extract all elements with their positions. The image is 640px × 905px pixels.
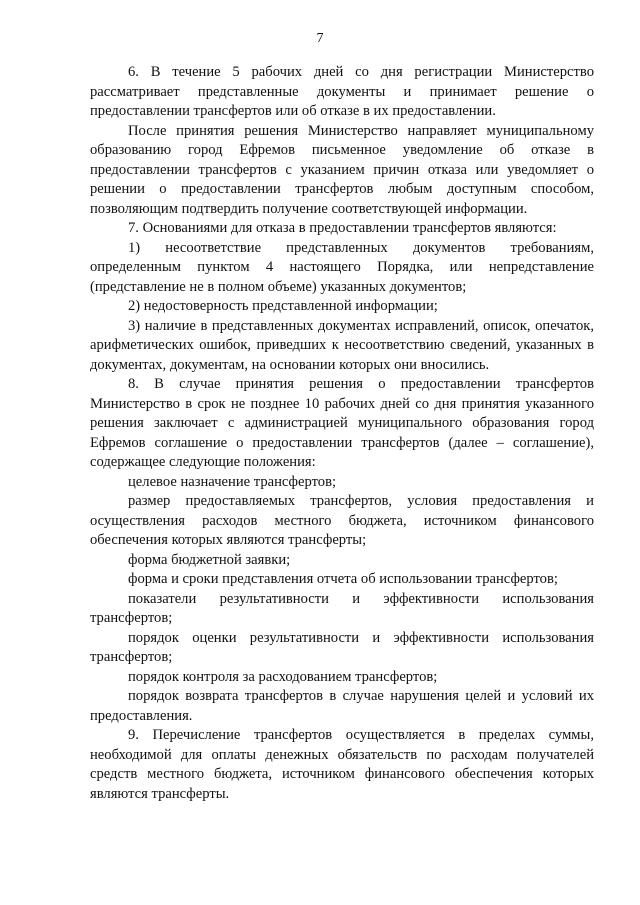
list-item-7-1: 1) несоответствие представленных документов требованиям, определенным пунктом 4 настоящего Порядка, или непредставление (представление не в полном объеме) указанных документов; [90,239,594,295]
paragraph-6: 6. В течение 5 рабочих дней со дня регистрации Министерство рассматривает представленные документы и принимает решение о предоставлении трансфертов или об отказе в их предоставлении. [90,64,594,119]
page-number: 7 [316,31,324,46]
document-body [90,63,594,804]
paragraph-8: 8. В случае принятия решения о предоставлении трансфертов Министерство в срок не позднее 10 рабочих дней со дня принятия указанного решения заключает с администрацией муниципального образования город Ефремов соглашение о предоставлении трансфертов (далее – соглашение), содержащее следующие положения: [90,376,594,470]
paragraph-decision-notice: После принятия решения Министерство направляет муниципальному образованию город Ефремов письменное уведомление об отказе в предоставлении трансфертов с указанием причин отказа или уведомляет о решении о предоставлении трансфертов любым доступным способом, позволяющим подтвердить получение соответствующей информации. [90,122,594,217]
paragraph-9: 9. Перечисление трансфертов осуществляется в пределах суммы, необходимой для оплаты денежных обязательств по расходам получателей средств местного бюджета, источником финансового обеспечения которых являются трансферты. [90,727,594,802]
list-item-8-purpose: целевое назначение трансфертов; [128,473,337,490]
list-item-7-2: 2) недостоверность представленной информации; [128,298,438,314]
paragraph-7: 7. Основаниями для отказа в предоставлении трансфертов являются: [128,220,557,236]
list-item-8-indicators: показатели результативности и эффективности использования трансфертов; [90,590,594,626]
list-item-8-control: порядок контроля за расходованием трансфертов; [128,668,438,685]
list-item-8-amount: размер предоставляемых трансфертов, условия предоставления и осуществления расходов местного бюджета, источником финансового обеспечения которых являются трансферты; [90,493,594,548]
list-item-8-evaluation: порядок оценки результативности и эффективности использования трансфертов; [90,629,594,665]
list-item-8-report: форма и сроки представления отчета об использовании трансфертов; [128,571,558,587]
list-item-8-return: порядок возврата трансфертов в случае нарушения целей и условий их предоставления. [90,688,594,724]
list-item-7-3: 3) наличие в представленных документах исправлений, описок, опечаток, арифметических ошибок, приведших к несоответствию сведений, указанных в документах, документам, на основании которых они вносились. [90,317,594,373]
list-item-8-request-form: форма бюджетной заявки; [128,551,291,568]
